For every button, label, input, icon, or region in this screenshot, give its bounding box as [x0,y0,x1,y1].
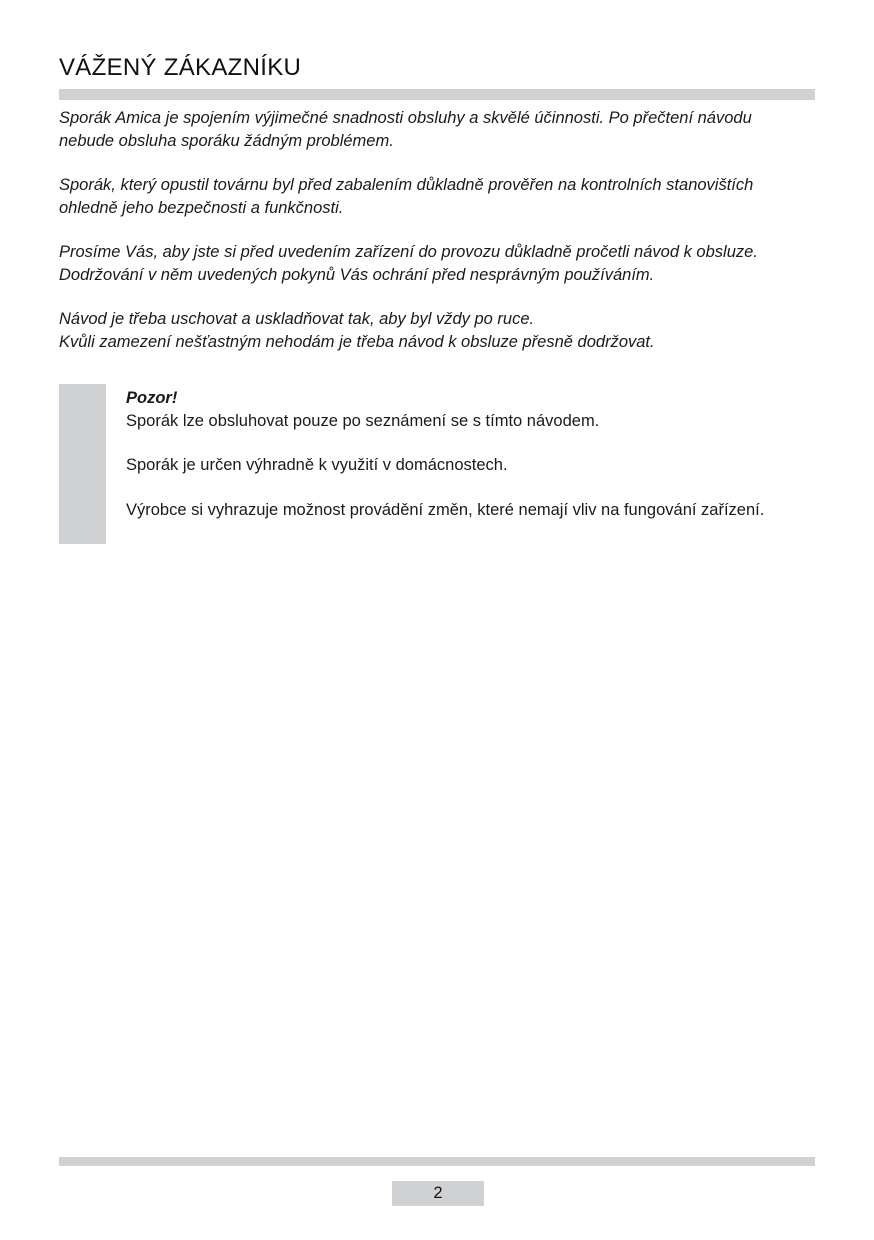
intro-line: Sporák, který opustil továrnu byl před zabalením důkladně prověřen na kontrolních stanovištích [59,176,754,194]
intro-text [59,107,819,375]
intro-line: nebude obsluha sporáku žádným problémem. [59,131,394,150]
title-divider [59,89,815,100]
notice-heading: Pozor! [126,389,178,407]
intro-line: Kvůli zamezení nešťastným nehodám je třeba návod k obsluze přesně dodržovat. [59,332,655,351]
notice-line: Výrobce si vyhrazuje možnost provádění změn, které nemají vliv na fungování zařízení. [126,500,765,519]
notice-line: Sporák je určen výhradně k využití v domácnostech. [126,456,508,474]
intro-line: ohledně jeho bezpečnosti a funkčnosti. [59,198,344,217]
intro-line: Prosíme Vás, aby jste si před uvedením zařízení do provozu důkladně pročetli návod k obsluze. [59,243,758,261]
notice-side-bar [59,384,106,544]
notice-line: Sporák lze obsluhovat pouze po seznámení se s tímto návodem. [126,411,600,430]
intro-line: Návod je třeba uschovat a uskladňovat tak, aby byl vždy po ruce. [59,310,535,328]
intro-paragraph [59,308,819,353]
page-title: VÁŽENÝ ZÁKAZNÍKU [59,54,302,81]
warning-notice [59,384,815,544]
intro-line: Dodržování v něm uvedených pokynů Vás ochrání před nesprávným používáním. [59,265,655,284]
intro-line: Sporák Amica je spojením výjimečné snadnosti obsluhy a skvělé účinnosti. Po přečtení návodu [59,109,752,127]
intro-paragraph [59,107,819,152]
footer-divider [59,1157,815,1166]
page-number: 2 [392,1181,484,1206]
intro-paragraph [59,174,819,219]
intro-paragraph [59,241,819,286]
notice-body [126,387,806,543]
